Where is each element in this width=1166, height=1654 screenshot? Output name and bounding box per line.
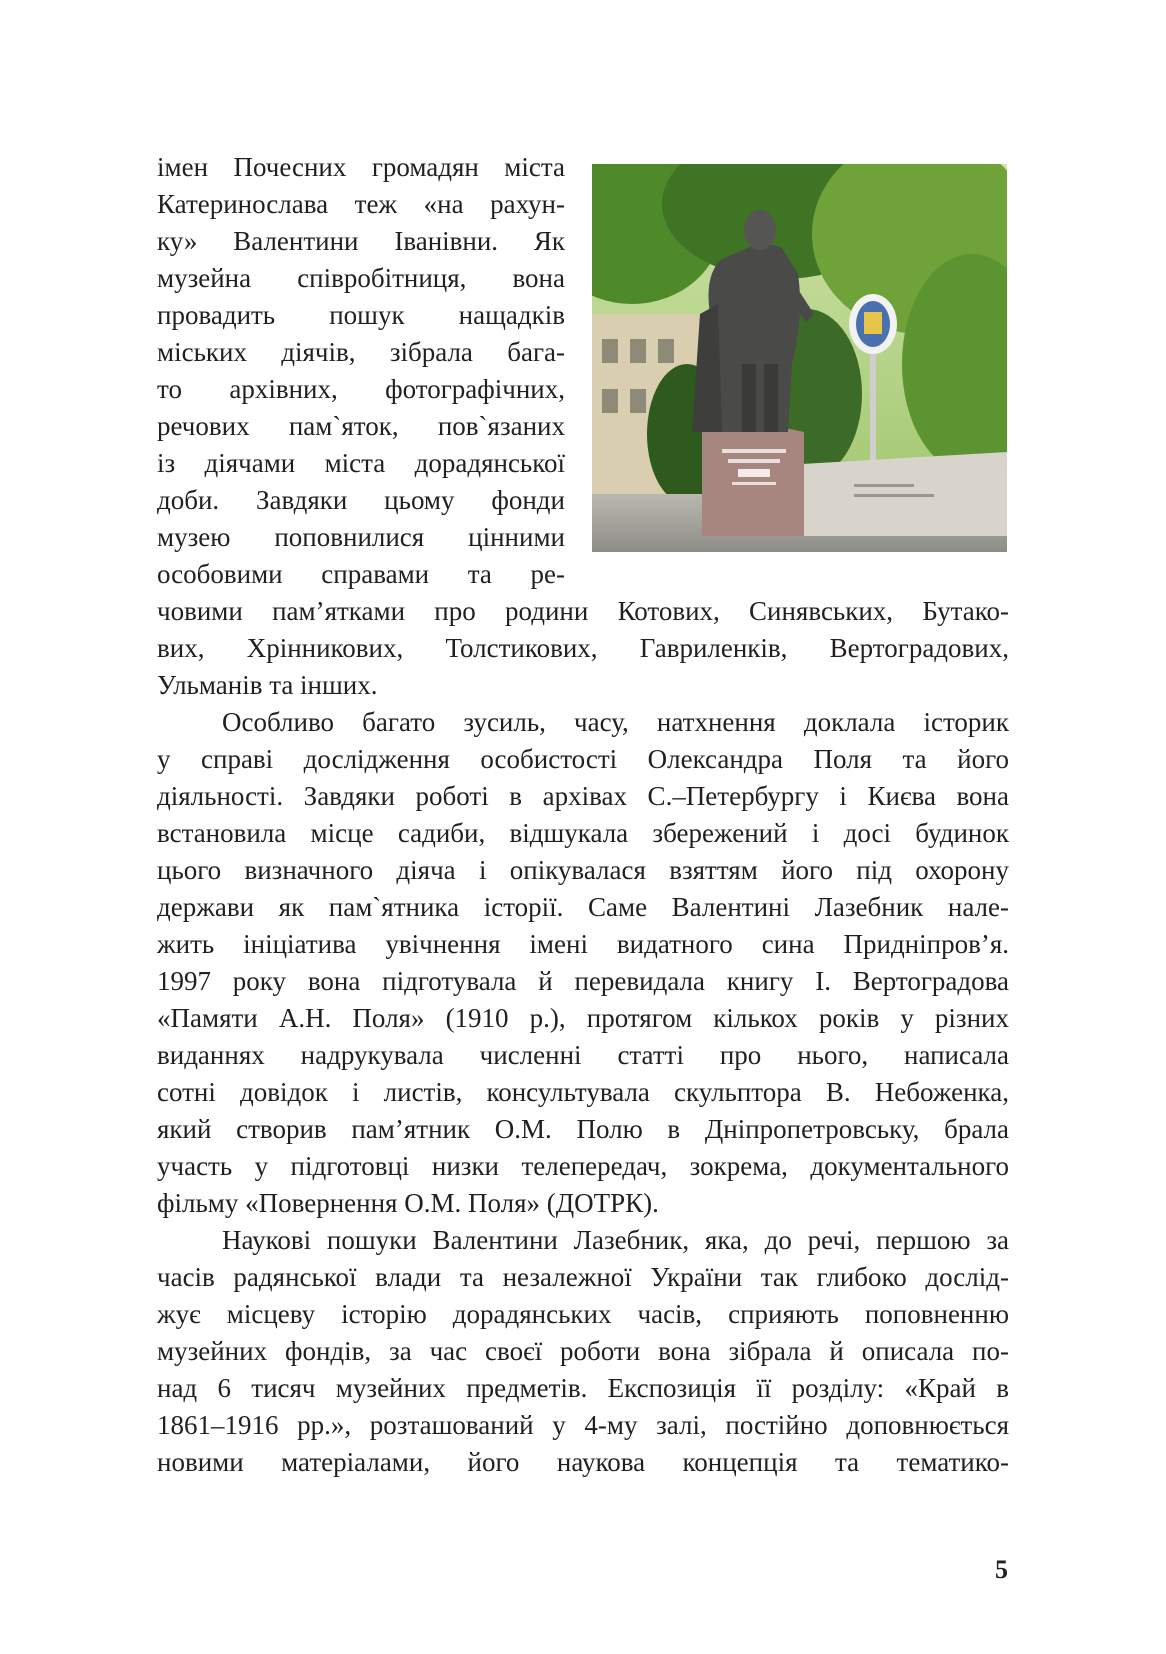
text-line: музею поповнилися цінними — [157, 522, 565, 552]
text-line: який створив пам’ятник О.М. Полю в Дніпропетровську, брала — [157, 1114, 1009, 1144]
text-line: жує місцеву історію дорадянських часів, сприяють поповненню — [157, 1299, 1009, 1329]
monument-photo — [592, 164, 1007, 552]
text-line: держави як пам`ятника історії. Саме Валентині Лазебник нале- — [157, 892, 1009, 922]
text-line: вих, Хрінникових, Толстикових, Гавриленків, Вертоградових, — [157, 633, 1009, 663]
text-line: речових пам`яток, пов`язаних — [157, 411, 565, 441]
text-line: міських діячів, зібрала бага- — [157, 337, 565, 367]
text-line: виданнях надрукувала численні статті про нього, написала — [157, 1040, 1009, 1070]
text-line: Катеринослава теж «на рахун- — [157, 189, 565, 219]
text-line: цього визначного діяча і опікувалася взяттям його під охорону — [157, 855, 1009, 885]
text-line: музейних фондів, за час своєї роботи вона зібрала й описала по- — [157, 1336, 1009, 1366]
text-line: Наукові пошуки Валентини Лазебник, яка, до речі, першою за — [222, 1225, 1009, 1255]
text-line: 1997 року вона підготувала й перевидала книгу І. Вертоградова — [157, 966, 1009, 996]
text-line: 1861–1916 рр.», розташований у 4-му залі, постійно доповнюється — [157, 1410, 1009, 1440]
text-line: то архівних, фотографічних, — [157, 374, 565, 404]
text-line: провадить пошук нащадків — [157, 300, 565, 330]
text-line: Особливо багато зусиль, часу, натхнення доклала історик — [222, 707, 1009, 737]
text-line: човими пам’ятками про родини Котових, Синявських, Бутако- — [157, 596, 1009, 626]
text-line: фільму «Повернення О.М. Поля» (ДОТРК). — [157, 1188, 659, 1218]
page-number: 5 — [995, 1555, 1008, 1584]
text-line: у справі дослідження особистості Олександра Поля та його — [157, 744, 1009, 774]
text-line: часів радянської влади та незалежної України так глибоко дослід- — [157, 1262, 1009, 1292]
text-line: сотні довідок і листів, консультувала скульптора В. Небоженка, — [157, 1077, 1009, 1107]
text-line: імен Почесних громадян міста — [157, 152, 565, 182]
text-line: «Памяти А.Н. Поля» (1910 р.), протягом кількох років у різних — [157, 1003, 1009, 1033]
text-line: новими матеріалами, його наукова концепція та тематико- — [157, 1447, 1009, 1477]
text-line: із діячами міста дорадянської — [157, 448, 565, 478]
monument-photo-image — [592, 164, 1007, 552]
text-line: музейна співробітниця, вона — [157, 263, 565, 293]
text-line: участь у підготовці низки телепередач, зокрема, документального — [157, 1151, 1009, 1181]
text-line: діяльності. Завдяки роботі в архівах С.–Петербургу і Києва вона — [157, 781, 1009, 811]
text-line: встановила місце садиби, відшукала збережений і досі будинок — [157, 818, 1009, 848]
text-line: Ульманів та інших. — [157, 670, 378, 700]
text-line: ку» Валентини Іванівни. Як — [157, 226, 565, 256]
text-line: доби. Завдяки цьому фонди — [157, 485, 565, 515]
text-line: особовими справами та ре- — [157, 559, 565, 589]
text-line: над 6 тисяч музейних предметів. Експозиція її розділу: «Край в — [157, 1373, 1009, 1403]
text-line: жить ініціатива увічнення імені видатного сина Придніпров’я. — [157, 929, 1009, 959]
